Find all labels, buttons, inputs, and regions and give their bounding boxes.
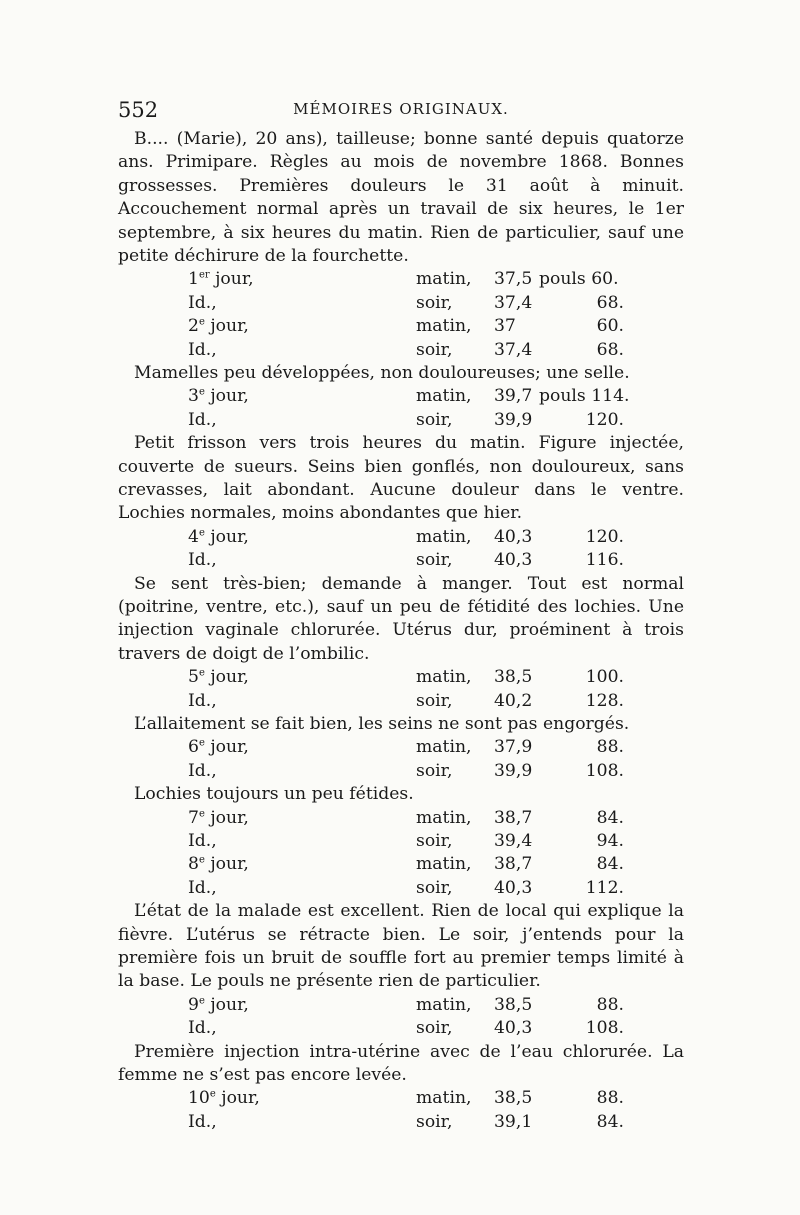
time-of-day: matin,: [416, 269, 472, 290]
temperature-row: [118, 1017, 684, 1040]
time-of-day: soir,: [416, 830, 453, 851]
temperature-value: 37: [494, 316, 516, 337]
paragraph: Lochies toujours un peu fétides.: [134, 784, 414, 805]
time-of-day: matin,: [416, 316, 472, 337]
temperature-row: [118, 409, 684, 432]
time-of-day: matin,: [416, 667, 472, 688]
pulse-value: 84.: [596, 854, 624, 875]
day-label: Id.,: [188, 830, 217, 851]
pulse-value: 68.: [596, 292, 624, 313]
paragraph: L’allaitement se fait bien, les seins ne sont pas engorgés.: [134, 714, 630, 734]
paragraph: Petit frisson vers trois heures du matin. Figure injectée, couverte de sueurs. Seins bien gonflés, non douloureux, sans crevasses, lait abondant. Aucune douleur dans le ventre. Lochies normales, moins abondantes que hier.: [118, 433, 684, 524]
temperature-row: [118, 315, 684, 338]
paragraph: Mamelles peu développées, non douloureuses; une selle.: [134, 363, 630, 383]
pulse-value: 88.: [596, 1088, 624, 1109]
pulse-value: 84.: [596, 1111, 624, 1132]
day-label: Id.,: [188, 877, 217, 898]
time-of-day: matin,: [416, 737, 472, 758]
pulse-value: 120.: [585, 526, 624, 547]
time-of-day: soir,: [416, 690, 453, 711]
time-of-day: soir,: [416, 877, 453, 898]
day-label: 1er jour,: [188, 269, 254, 290]
time-of-day: matin,: [416, 994, 472, 1015]
temperature-value: 40,3: [494, 526, 533, 547]
temperature-value: 38,7: [494, 807, 533, 828]
time-of-day: soir,: [416, 1111, 453, 1132]
day-label: 4e jour,: [188, 526, 249, 547]
pulse-value: 100.: [585, 667, 624, 688]
pulse-value: 108.: [585, 1018, 624, 1039]
day-label: Id.,: [188, 690, 217, 711]
temperature-value: 40,3: [494, 877, 533, 898]
pulse-value: 84.: [596, 807, 624, 828]
temperature-row: [118, 736, 684, 759]
temperature-row: [118, 549, 684, 572]
page-number: 552: [118, 98, 159, 122]
time-of-day: soir,: [416, 292, 453, 313]
pulse-value: 116.: [585, 550, 624, 571]
temperature-row: [118, 877, 684, 900]
pulse-value: 94.: [596, 830, 624, 851]
page-body: [118, 128, 684, 1134]
page-header: [118, 98, 684, 122]
temperature-row: [118, 268, 684, 291]
time-of-day: matin,: [416, 807, 472, 828]
temperature-value: 39,9: [494, 760, 533, 781]
temperature-row: [118, 339, 684, 362]
temperature-row: [118, 292, 684, 315]
temperature-row: [118, 690, 684, 713]
pulse-value: 108.: [585, 760, 624, 781]
temperature-value: 37,9: [494, 737, 533, 758]
time-of-day: matin,: [416, 1088, 472, 1109]
temperature-value: 37,5: [494, 269, 533, 290]
temperature-row: [118, 760, 684, 783]
day-label: 8e jour,: [188, 854, 249, 875]
day-label: Id.,: [188, 409, 217, 430]
temperature-row: [118, 1087, 684, 1110]
temperature-value: 39,4: [494, 830, 533, 851]
day-label: Id.,: [188, 550, 217, 571]
day-label: Id.,: [188, 760, 217, 781]
temperature-row: [118, 853, 684, 876]
day-label: Id.,: [188, 1111, 217, 1132]
temperature-value: 39,9: [494, 409, 533, 430]
temperature-value: 37,4: [494, 292, 533, 313]
day-label: 10e jour,: [188, 1088, 260, 1109]
paragraph: L’état de la malade est excellent. Rien de local qui explique la fièvre. L’utérus se rétracte bien. Le soir, j’entends pour la première fois un bruit de souffle fort au premier temps limité à la base. Le pouls ne présente rien de particulier.: [118, 901, 684, 992]
pulse-value: 112.: [585, 877, 624, 898]
pulse-value: 120.: [585, 409, 624, 430]
running-title: MÉMOIRES ORIGINAUX.: [293, 100, 509, 118]
day-label: 3e jour,: [188, 386, 249, 407]
pulse-value: 88.: [596, 994, 624, 1015]
time-of-day: matin,: [416, 854, 472, 875]
pulse-value: 60.: [596, 316, 624, 337]
time-of-day: soir,: [416, 409, 453, 430]
temperature-row: [118, 830, 684, 853]
temperature-row: [118, 807, 684, 830]
day-label: 7e jour,: [188, 807, 249, 828]
day-label: Id.,: [188, 1018, 217, 1039]
paragraph: Se sent très-bien; demande à manger. Tout est normal (poitrine, ventre, etc.), sauf un peu de fétidité des lochies. Une injection vaginale chlorurée. Utérus dur, proéminent à trois travers de doigt de l’ombilic.: [118, 573, 684, 664]
time-of-day: soir,: [416, 339, 453, 360]
time-of-day: soir,: [416, 550, 453, 571]
day-label: Id.,: [188, 339, 217, 360]
time-of-day: soir,: [416, 1018, 453, 1039]
temperature-row: [118, 385, 684, 408]
pulse-value: pouls 114.: [539, 386, 630, 407]
day-label: 2e jour,: [188, 316, 249, 337]
temperature-value: 40,3: [494, 1018, 533, 1039]
temperature-value: 37,4: [494, 339, 533, 360]
temperature-value: 38,5: [494, 994, 533, 1015]
pulse-value: 88.: [596, 737, 624, 758]
pulse-value: 128.: [585, 690, 624, 711]
temperature-row: [118, 994, 684, 1017]
temperature-value: 40,3: [494, 550, 533, 571]
day-label: 9e jour,: [188, 994, 249, 1015]
time-of-day: soir,: [416, 760, 453, 781]
temperature-value: 39,7: [494, 386, 533, 407]
paragraph: B.... (Marie), 20 ans), tailleuse; bonne santé depuis quatorze ans. Primipare. Règles au mois de novembre 1868. Bonnes grossesses. Premières douleurs le 31 août à minuit. Accouchement normal après un travail de six heures, le 1er septembre, à six heures du matin. Rien de particulier, sauf une petite déchirure de la fourchette.: [118, 129, 684, 267]
temperature-row: [118, 526, 684, 549]
temperature-value: 38,5: [494, 667, 533, 688]
day-label: 5e jour,: [188, 667, 249, 688]
paragraph: Première injection intra-utérine avec de l’eau chlorurée. La femme ne s’est pas encore levée.: [118, 1041, 684, 1085]
temperature-value: 38,7: [494, 854, 533, 875]
temperature-value: 40,2: [494, 690, 533, 711]
temperature-value: 39,1: [494, 1111, 533, 1132]
time-of-day: matin,: [416, 386, 472, 407]
time-of-day: matin,: [416, 526, 472, 547]
temperature-row: [118, 1111, 684, 1134]
day-label: 6e jour,: [188, 737, 249, 758]
day-label: Id.,: [188, 292, 217, 313]
pulse-value: pouls 60.: [539, 269, 619, 290]
pulse-value: 68.: [596, 339, 624, 360]
temperature-row: [118, 666, 684, 689]
temperature-value: 38,5: [494, 1088, 533, 1109]
